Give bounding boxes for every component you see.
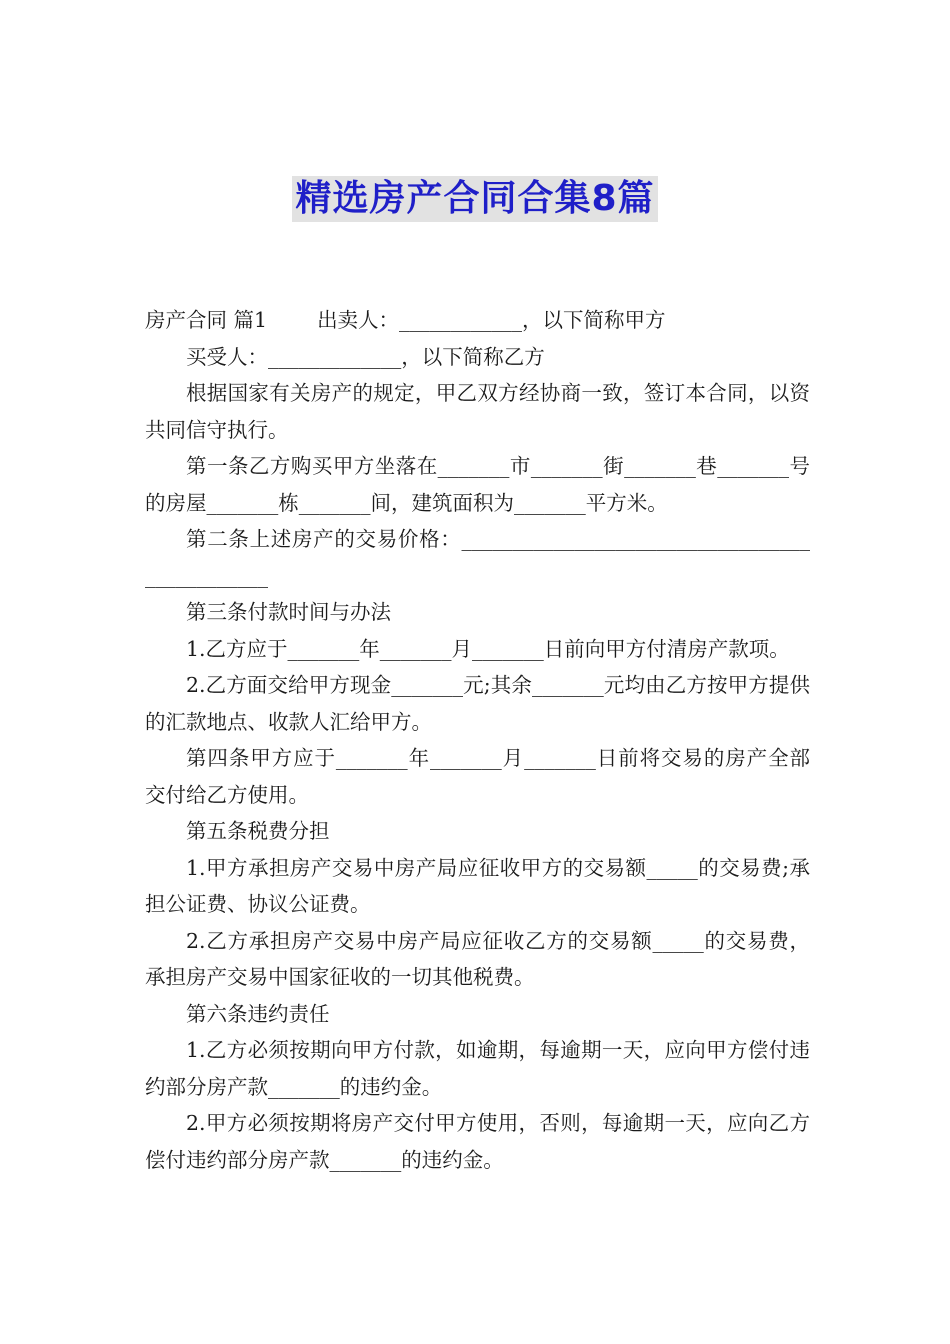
- paragraph-text: 出卖人：____________，以下简称甲方: [317, 308, 666, 332]
- title-wrap: [0, 176, 950, 222]
- paragraph-article-5-item-1: 1.甲方承担房产交易中房产局应征收甲方的交易额_____的交易费;承担公证费、协议公证费。: [145, 855, 810, 916]
- paragraph-article-5: 第五条税费分担: [186, 819, 330, 843]
- paragraph-article-1: 第一条乙方购买甲方坐落在_______市_______街_______巷_______号的房屋_______栋_______间，建筑面积为_______平方米。: [145, 454, 810, 515]
- paragraph-article-3-item-2: 2.乙方面交给甲方现金_______元;其余_______元均由乙方按甲方提供的汇款地点、收款人汇给甲方。: [145, 673, 810, 734]
- paragraph-article-6: 第六条违约责任: [186, 1001, 330, 1026]
- paragraph-article-3: 第三条付款时间与办法: [186, 600, 391, 624]
- paragraph-article-2: 第二条上述房产的交易价格：______________________________________________: [145, 527, 810, 588]
- section-label: 房产合同 篇1: [145, 308, 268, 332]
- paragraph-preamble: 根据国家有关房产的规定，甲乙双方经协商一致，签订本合同，以资共同信守执行。: [145, 381, 810, 442]
- paragraph-article-5-item-2: 2.乙方承担房产交易中房产局应征收乙方的交易额_____的交易费，承担房产交易中国家征收的一切其他税费。: [145, 928, 810, 989]
- paragraph-seller: [145, 302, 810, 339]
- paragraph-article-6-item-1: 1.乙方必须按期向甲方付款，如逾期，每逾期一天，应向甲方偿付违约部分房产款_______的违约金。: [145, 1038, 810, 1099]
- paragraph-article-4: 第四条甲方应于_______年_______月_______日前将交易的房产全部交付给乙方使用。: [145, 746, 810, 807]
- paragraph-article-6-item-2: 2.甲方必须按期将房产交付甲方使用，否则，每逾期一天，应向乙方偿付违约部分房产款_______的违约金。: [145, 1111, 810, 1172]
- paragraph-buyer: 买受人：_____________，以下简称乙方: [186, 344, 545, 369]
- document-body: [145, 302, 810, 1178]
- paragraph-article-3-item-1: 1.乙方应于_______年_______月_______日前向甲方付清房产款项。: [186, 636, 790, 661]
- document-title: 精选房产合同合集8篇: [292, 176, 657, 222]
